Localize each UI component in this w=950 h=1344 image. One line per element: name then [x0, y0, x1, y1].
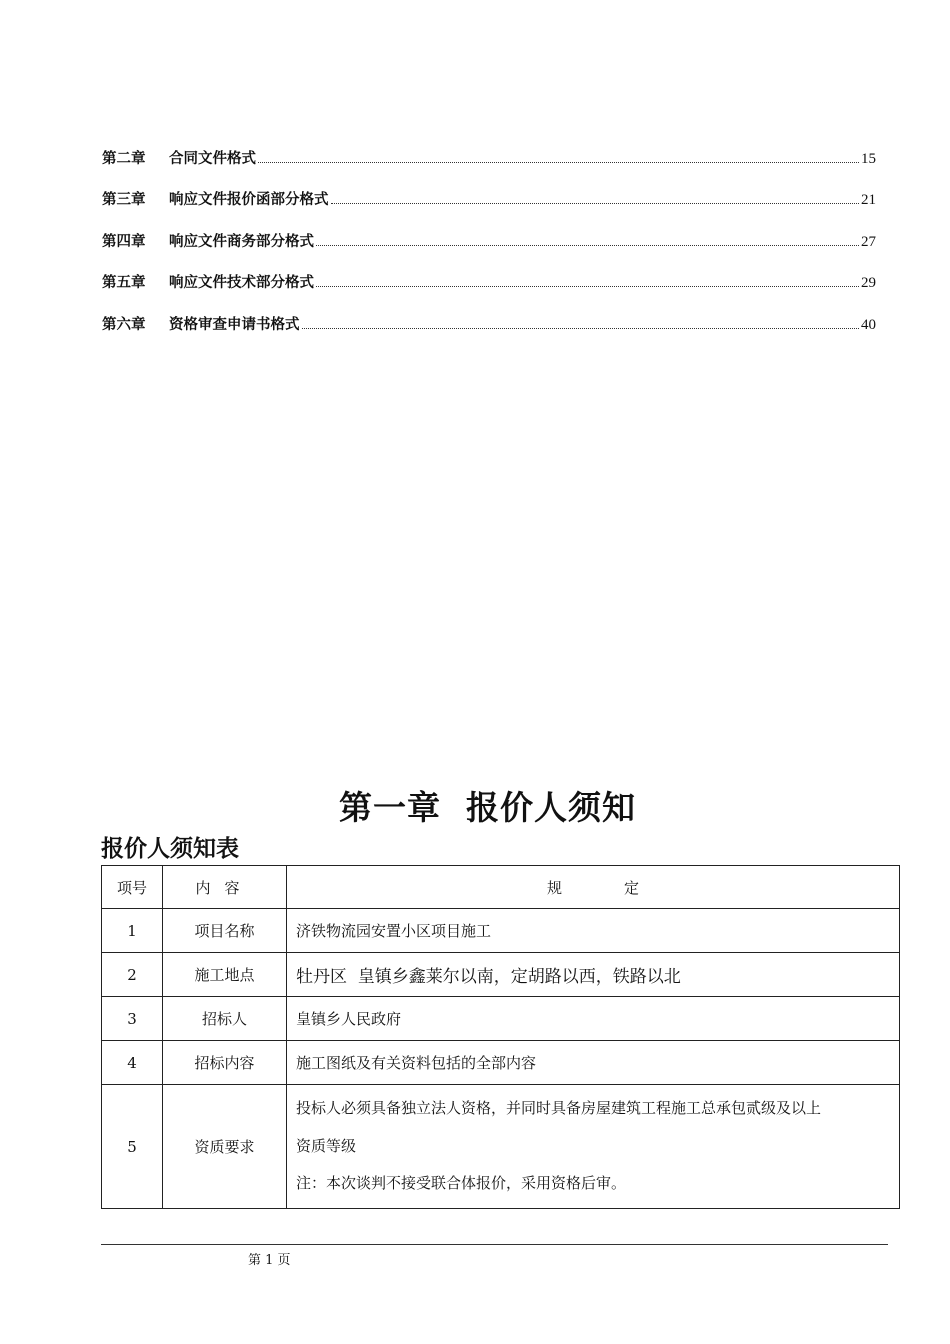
- row-number: 1: [102, 909, 163, 953]
- row-item: 资质要求: [163, 1085, 287, 1209]
- chapter-heading: 第一章 报价人须知: [339, 788, 636, 827]
- footer-divider: [101, 1244, 888, 1245]
- header-cell-content: 规定: [287, 866, 900, 909]
- row-content: 济铁物流园安置小区项目施工: [287, 909, 900, 953]
- row-number: 3: [102, 997, 163, 1041]
- toc-title: 响应文件技术部分格式: [169, 275, 314, 291]
- row-item: 项目名称: [163, 909, 287, 953]
- row-number: 4: [102, 1041, 163, 1085]
- toc-entry[interactable]: [102, 168, 876, 210]
- toc-title: 合同文件格式: [169, 150, 256, 167]
- toc-leader: [316, 286, 859, 287]
- toc-chapter: 第六章: [102, 316, 146, 333]
- table-row: [102, 1041, 900, 1085]
- toc-leader: [258, 162, 859, 163]
- table-header-row: [102, 866, 900, 909]
- toc-chapter: 第二章: [102, 150, 146, 167]
- toc-page-number: 29: [861, 275, 876, 291]
- header-cell-no: 项号: [102, 866, 163, 909]
- toc-entry[interactable]: [102, 292, 876, 334]
- requirement-line: 投标人必须具备独立法人资格，并同时具备房屋建筑工程施工总承包贰级及以上: [296, 1099, 822, 1118]
- requirement-line: 资质等级: [296, 1136, 357, 1155]
- toc-page-number: 15: [861, 150, 876, 167]
- row-content: 皇镇乡人民政府: [287, 997, 900, 1041]
- table-row: [102, 909, 900, 953]
- row-content: [287, 1085, 900, 1209]
- row-content: 牡丹区 皇镇乡鑫莱尔以南，定胡路以西，铁路以北: [287, 953, 900, 997]
- toc-entry[interactable]: [102, 126, 876, 168]
- toc-page-number: 40: [861, 316, 876, 333]
- toc-page-number: 21: [861, 192, 876, 208]
- table-heading: 报价人须知表: [101, 835, 239, 862]
- toc-leader: [316, 245, 859, 246]
- row-number: 5: [102, 1085, 163, 1209]
- header-cell-item: 内容: [163, 866, 287, 909]
- toc-entry[interactable]: [102, 251, 876, 293]
- notice-table: [101, 865, 900, 1209]
- table-row: [102, 953, 900, 997]
- toc-entry[interactable]: [102, 209, 876, 251]
- toc-page-number: 27: [861, 233, 876, 250]
- row-item: 招标内容: [163, 1041, 287, 1085]
- toc-leader: [331, 203, 860, 204]
- requirement-note: 注：本次谈判不接受联合体报价，采用资格后审。: [296, 1174, 627, 1193]
- row-content: 施工图纸及有关资料包括的全部内容: [287, 1041, 900, 1085]
- toc-leader: [302, 328, 860, 329]
- table-row: [102, 997, 900, 1041]
- footer-page-number: 第 1 页: [248, 1253, 291, 1268]
- toc-title: 响应文件报价函部分格式: [169, 192, 329, 208]
- toc-title: 响应文件商务部分格式: [169, 233, 314, 250]
- table-row: [102, 1085, 900, 1209]
- row-item: 施工地点: [163, 953, 287, 997]
- row-item: 招标人: [163, 997, 287, 1041]
- toc-chapter: 第四章: [102, 233, 146, 250]
- toc-title: 资格审查申请书格式: [169, 316, 300, 333]
- row-number: 2: [102, 953, 163, 997]
- table-of-contents: [102, 126, 876, 334]
- toc-chapter: 第三章: [102, 192, 146, 208]
- toc-chapter: 第五章: [102, 275, 146, 291]
